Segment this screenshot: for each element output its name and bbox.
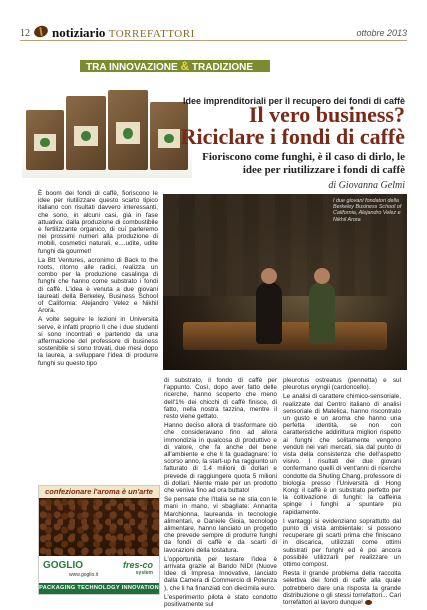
fresco-sub: system (135, 570, 153, 576)
magazine-name: notiziario (52, 25, 106, 40)
article-byline: di Giovanna Gelmi (328, 180, 405, 191)
text-column-left (38, 190, 158, 369)
closing-text: Resta il grande problema della raccolta selettiva dei fondi di caffè alla quale potrebbero dare una risposta la grande distribuzione o gli stessi torrefattori... Cari torrefattori al lavoro dunque! (283, 570, 401, 607)
paragraph: I vantaggi si evidenziano soprattutto dal punto di vista ambientale: si possono recuperare gli scarti prima che finiscano in discarica, utilizzati come ottimi substrati per funghi ed è poi ancora possibile utilizzarli per realizzare un ottimo compost. (283, 517, 401, 569)
section-right: TRADIZIONE (191, 62, 254, 73)
paragraph: A volte seguire le lezioni in Università serve, è infatti proprio lì che i due studenti si sono incontrati e partendo da una affermazione del professore di business sostenibile si sono trovati, due mesi dopo la laurea, a sviluppare l'idea di produrre funghi su questo tipo (38, 316, 158, 367)
coffee-bean-icon (33, 24, 50, 39)
paragraph: Le analisi di carattere chimico-sensoriale, realizzate dal Centro italiano di analisi sensoriale di Matelica, hanno riscontrato un gusto e un aroma che hanno una perfetta identità, se non con caratteristiche addirittura migliori rispetto ai funghi che solitamente vengono venduti nei vari mercati, sia dal punto di vista della consistenza che dell'aspetto visivo. I risultati dei due giovani confermano quelli di vent'anni di ricerche condotte da Shuting Chang, professore di biologia presso l'Università di Hong Kong: il caffè è un substrato perfetto per la coltivazione di funghi: la caffeina spinge i funghi a spuntare più rapidamente. (283, 393, 401, 516)
hero-coffee-bags-image (22, 76, 192, 178)
page-number: 12 (20, 28, 30, 39)
text-column-middle (164, 377, 277, 610)
goglio-logo: GOGLIO (43, 560, 83, 571)
header-rule (20, 40, 407, 41)
ad-url-link[interactable]: www.goglio.it (69, 572, 99, 578)
ad-logos (39, 556, 159, 582)
ad-bottom-bar: PACKAGING TECHNOLOGY INNOVATION (39, 583, 159, 594)
goglio-advertisement[interactable] (38, 485, 160, 595)
paragraph: Hanno deciso allora di trasformare ciò che consideravano fino ad allora immondizia in qualcosa di produttivo e di valore, che fa anche del bene all'ambiente e che li fa guadagnare: lo scorso anno, la start-up ha raggiunto un fatturato di 1.4 milioni di dollari e prevede di raggiungere quota 5 milioni di dollari. Niente male per un prodotto che veniva fino ad ora buttato! (164, 422, 277, 495)
headline-line-1: Il vero business? (248, 102, 405, 127)
paragraph: Se pensate che l'Italia se ne stia con le mani in mano, vi sbagliate: Annarita Marchionna, laureanda in tecnologie alimentari, e Daniele Gioia, tecnologo alimentare, hanno lanciato un progetto che prevede sempre di produrre funghi da fondi di caffè e da scarti di lavorazioni della tostatura. (164, 496, 277, 554)
issue-date: ottobre 2013 (356, 28, 407, 38)
ad-tagline: confezionare l'aroma è un'arte (39, 486, 159, 498)
paragraph: pleurotus ostreatus (pennetta) e sul pleurotus eryngii (cardoncello). (283, 377, 401, 392)
person-figure (309, 282, 335, 344)
section-banner-label (86, 60, 253, 74)
paragraph: L'esperimento pilota è stato condotto positivamente sul (164, 593, 277, 609)
coffee-beans-image (39, 498, 159, 556)
paragraph: L'opportunità per testare l'idea è arrivata grazie al Bando NIDI (Nuove Idee di Impresa Innovative, lanciato dalla Camera di Commercio di Potenza ), che li ha finanziati con diecimila euro. (164, 555, 277, 592)
article-headline (181, 104, 405, 148)
section-amp: & (180, 59, 190, 73)
article-kicker: Idee imprenditoriali per il recupero dei fondi di caffè (182, 96, 405, 106)
section-left: TRA INNOVAZIONE (86, 62, 178, 73)
end-mark-bean-icon (365, 600, 372, 605)
paragraph: La Btt Ventures, acronimo di Back to the roots, ritorno alle radici, realizza un combo per la produzione casalinga di funghi che hanno come substrato i fondi di caffè. L'idea è venuta a due giovani laureati della Berkeley, Business School of California: Alejandro Velez e Nikhil Arora. (38, 256, 158, 315)
magazine-subtitle: TORREFATTORI (108, 28, 195, 40)
paragraph (283, 570, 401, 606)
paragraph: di substrato, il fondo di caffè per l'appunto. Così, dopo aver fatto delle ricerche, hanno scoperto che meno dell'1% dei chicchi di caffè finisce, di fatto, nella nostra tazzina, mentre il resto viene gettato. (164, 377, 277, 421)
magazine-title (52, 25, 195, 41)
fresco-brand: fres-co (122, 560, 153, 570)
fresco-logo (123, 560, 153, 576)
article-subhead: Fioriscono come funghi, è il caso di dirlo, le idee per riutilizzare i fondi di caffè (202, 151, 405, 176)
coffee-bag-icon (66, 96, 106, 170)
headline-line-2: Riciclare i fondi di caffè (180, 124, 405, 149)
person-figure (256, 282, 282, 344)
photo-caption: I due giovani fondatori della Berkeley Business School of California, Alejandro Velez e Nikhil Arora (333, 198, 402, 223)
coffee-bag-icon (26, 110, 64, 170)
paragraph: È boom dei fondi di caffè, fioriscono le idee per riutilizzare questo scarto tipico italiano con risultati davvero interessanti, che sono, in alcuni casi, già in fase attuativa: dalla produzione di combustibile e fertilizzante organico, di cui parleremo nei prossimi numeri alla produzione di mobili, cosmetici naturali, e....udite, udite funghi da gourmet! (38, 190, 158, 255)
text-column-right (283, 377, 401, 608)
coffee-bag-icon (108, 90, 148, 170)
